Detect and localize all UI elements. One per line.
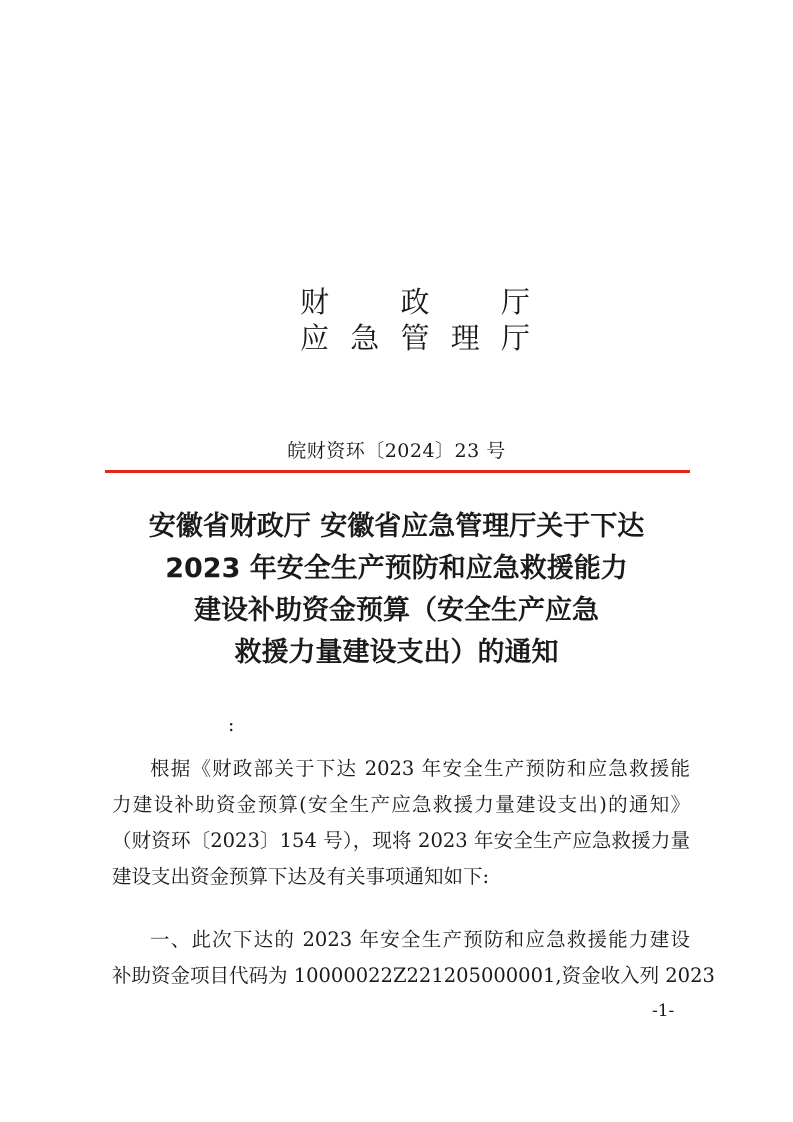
- paragraph-line: 一、此次下达的 2023 年安全生产预防和应急救援能力建设: [150, 928, 690, 951]
- document-title: [0, 506, 793, 674]
- red-divider-line: [105, 470, 690, 473]
- paragraph-line: （财资环〔2023〕154 号），现将 2023 年安全生产应急救援力量: [112, 829, 690, 852]
- title-line: 建设补助资金预算（安全生产应急: [194, 595, 599, 626]
- paragraph-line: 补助资金项目代码为 10000022Z221205000001,资金收入列 2023: [112, 964, 715, 987]
- title-line: 救援力量建设支出）的通知: [234, 637, 559, 668]
- body-paragraph-1: [112, 751, 690, 895]
- paragraph-line: 力建设补助资金预算(安全生产应急救援力量建设支出)的通知》: [112, 793, 690, 816]
- page-number: -1-: [652, 1001, 675, 1021]
- issuer-emergency-management-department: 应 急 管 理 厅: [300, 321, 530, 355]
- title-line: 2023 年安全生产预防和应急救援能力: [165, 553, 628, 584]
- issuer-finance-department: 财 政 厅: [300, 285, 530, 319]
- body-paragraph-2: [112, 922, 715, 994]
- title-line: 安徽省财政厅 安徽省应急管理厅关于下达: [148, 511, 645, 542]
- salutation: :: [228, 714, 235, 736]
- paragraph-line: 建设支出资金预算下达及有关事项通知如下:: [112, 865, 490, 888]
- document-number: 皖财资环〔2024〕23 号: [287, 440, 506, 462]
- paragraph-line: 根据《财政部关于下达 2023 年安全生产预防和应急救援能: [150, 757, 690, 780]
